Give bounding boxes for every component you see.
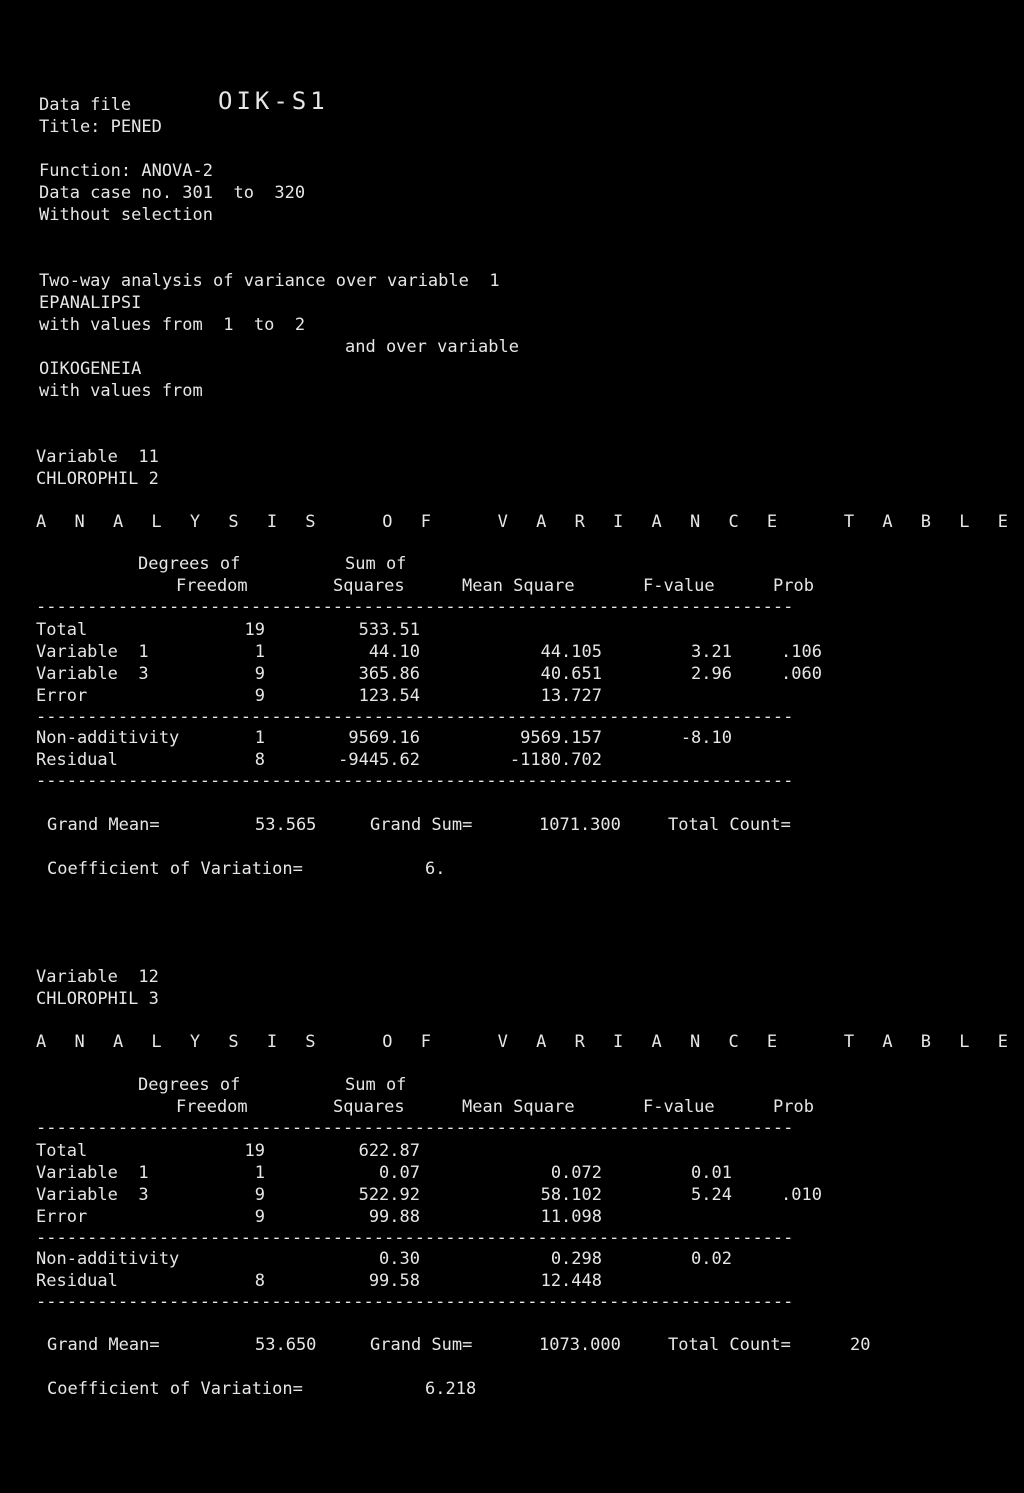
source-cell: Variable 1 [36,642,149,662]
source-cell: Residual [36,750,118,770]
source-cell: Non-additivity [36,1249,180,1269]
divider: -------------------------------------------------------------------------- [36,771,794,791]
function-line: Function: ANOVA-2 [39,161,213,181]
f-header: F-value [643,576,715,596]
description-line-5: OIKOGENEIA [39,359,142,379]
source-cell: Variable 3 [36,1185,149,1205]
total-count-value: 20 [850,1335,871,1355]
ss-cell: 622.87 [358,1141,420,1161]
ss-cell: 365.86 [358,664,420,684]
total-count-label: Total Count= [668,815,791,835]
divider: -------------------------------------------------------------------------- [36,1292,794,1312]
grand-sum-value: 1073.000 [539,1335,621,1355]
ss-header-top: Sum of [345,554,407,574]
variable-name: CHLOROPHIL 3 [36,989,159,1009]
grand-sum-label: Grand Sum= [370,815,473,835]
df-cell: 8 [254,1271,265,1291]
ms-cell: 12.448 [540,1271,602,1291]
source-cell: Total [36,1141,88,1161]
df-cell: 19 [244,1141,265,1161]
ss-header-bottom: Squares [333,576,405,596]
ss-cell: 44.10 [368,642,420,662]
ss-cell: 99.58 [368,1271,420,1291]
ms-cell: 40.651 [540,664,602,684]
data-file-value: OIK-S1 [218,87,329,115]
grand-sum-label: Grand Sum= [370,1335,473,1355]
description-line-6: with values from [39,381,203,401]
variable-line: Variable 11 [36,447,159,467]
df-cell: 8 [254,750,265,770]
df-cell: 1 [254,642,265,662]
prob-cell: .010 [781,1185,822,1205]
ms-cell: 0.298 [550,1249,602,1269]
df-cell: 9 [254,686,265,706]
cv-label: Coefficient of Variation= [47,859,303,879]
total-count-label: Total Count= [668,1335,791,1355]
df-cell: 9 [254,664,265,684]
title-line: Title: PENED [39,117,162,137]
description-line-1: Two-way analysis of variance over variable 1 [39,271,500,291]
ms-header: Mean Square [462,1097,575,1117]
divider: -------------------------------------------------------------------------- [36,1228,794,1248]
grand-mean-label: Grand Mean= [47,1335,160,1355]
grand-mean-value: 53.565 [255,815,317,835]
prob-header: Prob [773,1097,814,1117]
df-cell: 9 [254,1207,265,1227]
f-cell: 5.24 [691,1185,732,1205]
ss-header-bottom: Squares [333,1097,405,1117]
ss-cell: 99.88 [368,1207,420,1227]
df-header-top: Degrees of [138,554,241,574]
ms-cell: 13.727 [540,686,602,706]
grand-mean-label: Grand Mean= [47,815,160,835]
ss-header-top: Sum of [345,1075,407,1095]
variable-line: Variable 12 [36,967,159,987]
divider: -------------------------------------------------------------------------- [36,707,794,727]
source-cell: Non-additivity [36,728,180,748]
ss-cell: 123.54 [358,686,420,706]
df-cell: 1 [254,728,265,748]
ss-cell: 0.30 [379,1249,420,1269]
ss-cell: 9569.16 [348,728,420,748]
grand-sum-value: 1071.300 [539,815,621,835]
ms-cell: -1180.702 [509,750,602,770]
prob-cell: .106 [781,642,822,662]
table-banner: A N A L Y S I S O F V A R I A N C E T A B L E [36,512,1017,532]
selection-line: Without selection [39,205,213,225]
source-cell: Error [36,1207,88,1227]
ss-cell: 0.07 [379,1163,420,1183]
f-cell: 3.21 [691,642,732,662]
source-cell: Variable 3 [36,664,149,684]
table-banner: A N A L Y S I S O F V A R I A N C E T A B L E [36,1032,1017,1052]
df-cell: 1 [254,1163,265,1183]
f-cell: -8.10 [680,728,732,748]
divider: -------------------------------------------------------------------------- [36,1118,794,1138]
ms-cell: 44.105 [540,642,602,662]
f-cell: 0.02 [691,1249,732,1269]
ms-cell: 58.102 [540,1185,602,1205]
df-header-top: Degrees of [138,1075,241,1095]
ss-cell: -9445.62 [338,750,420,770]
grand-mean-value: 53.650 [255,1335,317,1355]
variable-name: CHLOROPHIL 2 [36,469,159,489]
source-cell: Residual [36,1271,118,1291]
df-cell: 9 [254,1185,265,1205]
f-cell: 0.01 [691,1163,732,1183]
ms-cell: 0.072 [550,1163,602,1183]
f-header: F-value [643,1097,715,1117]
df-header-bottom: Freedom [176,1097,248,1117]
source-cell: Error [36,686,88,706]
prob-cell: .060 [781,664,822,684]
ms-header: Mean Square [462,576,575,596]
source-cell: Total [36,620,88,640]
divider: -------------------------------------------------------------------------- [36,597,794,617]
f-cell: 2.96 [691,664,732,684]
cv-value: 6. [425,859,446,879]
cv-value: 6.218 [425,1379,477,1399]
description-line-3: with values from 1 to 2 [39,315,306,335]
ss-cell: 533.51 [358,620,420,640]
prob-header: Prob [773,576,814,596]
description-line-4: and over variable [345,337,519,357]
ss-cell: 522.92 [358,1185,420,1205]
cv-label: Coefficient of Variation= [47,1379,303,1399]
df-cell: 19 [244,620,265,640]
source-cell: Variable 1 [36,1163,149,1183]
df-header-bottom: Freedom [176,576,248,596]
data-file-label: Data file [39,95,132,115]
description-line-2: EPANALIPSI [39,293,142,313]
case-range-line: Data case no. 301 to 320 [39,183,306,203]
ms-cell: 11.098 [540,1207,602,1227]
ms-cell: 9569.157 [520,728,602,748]
